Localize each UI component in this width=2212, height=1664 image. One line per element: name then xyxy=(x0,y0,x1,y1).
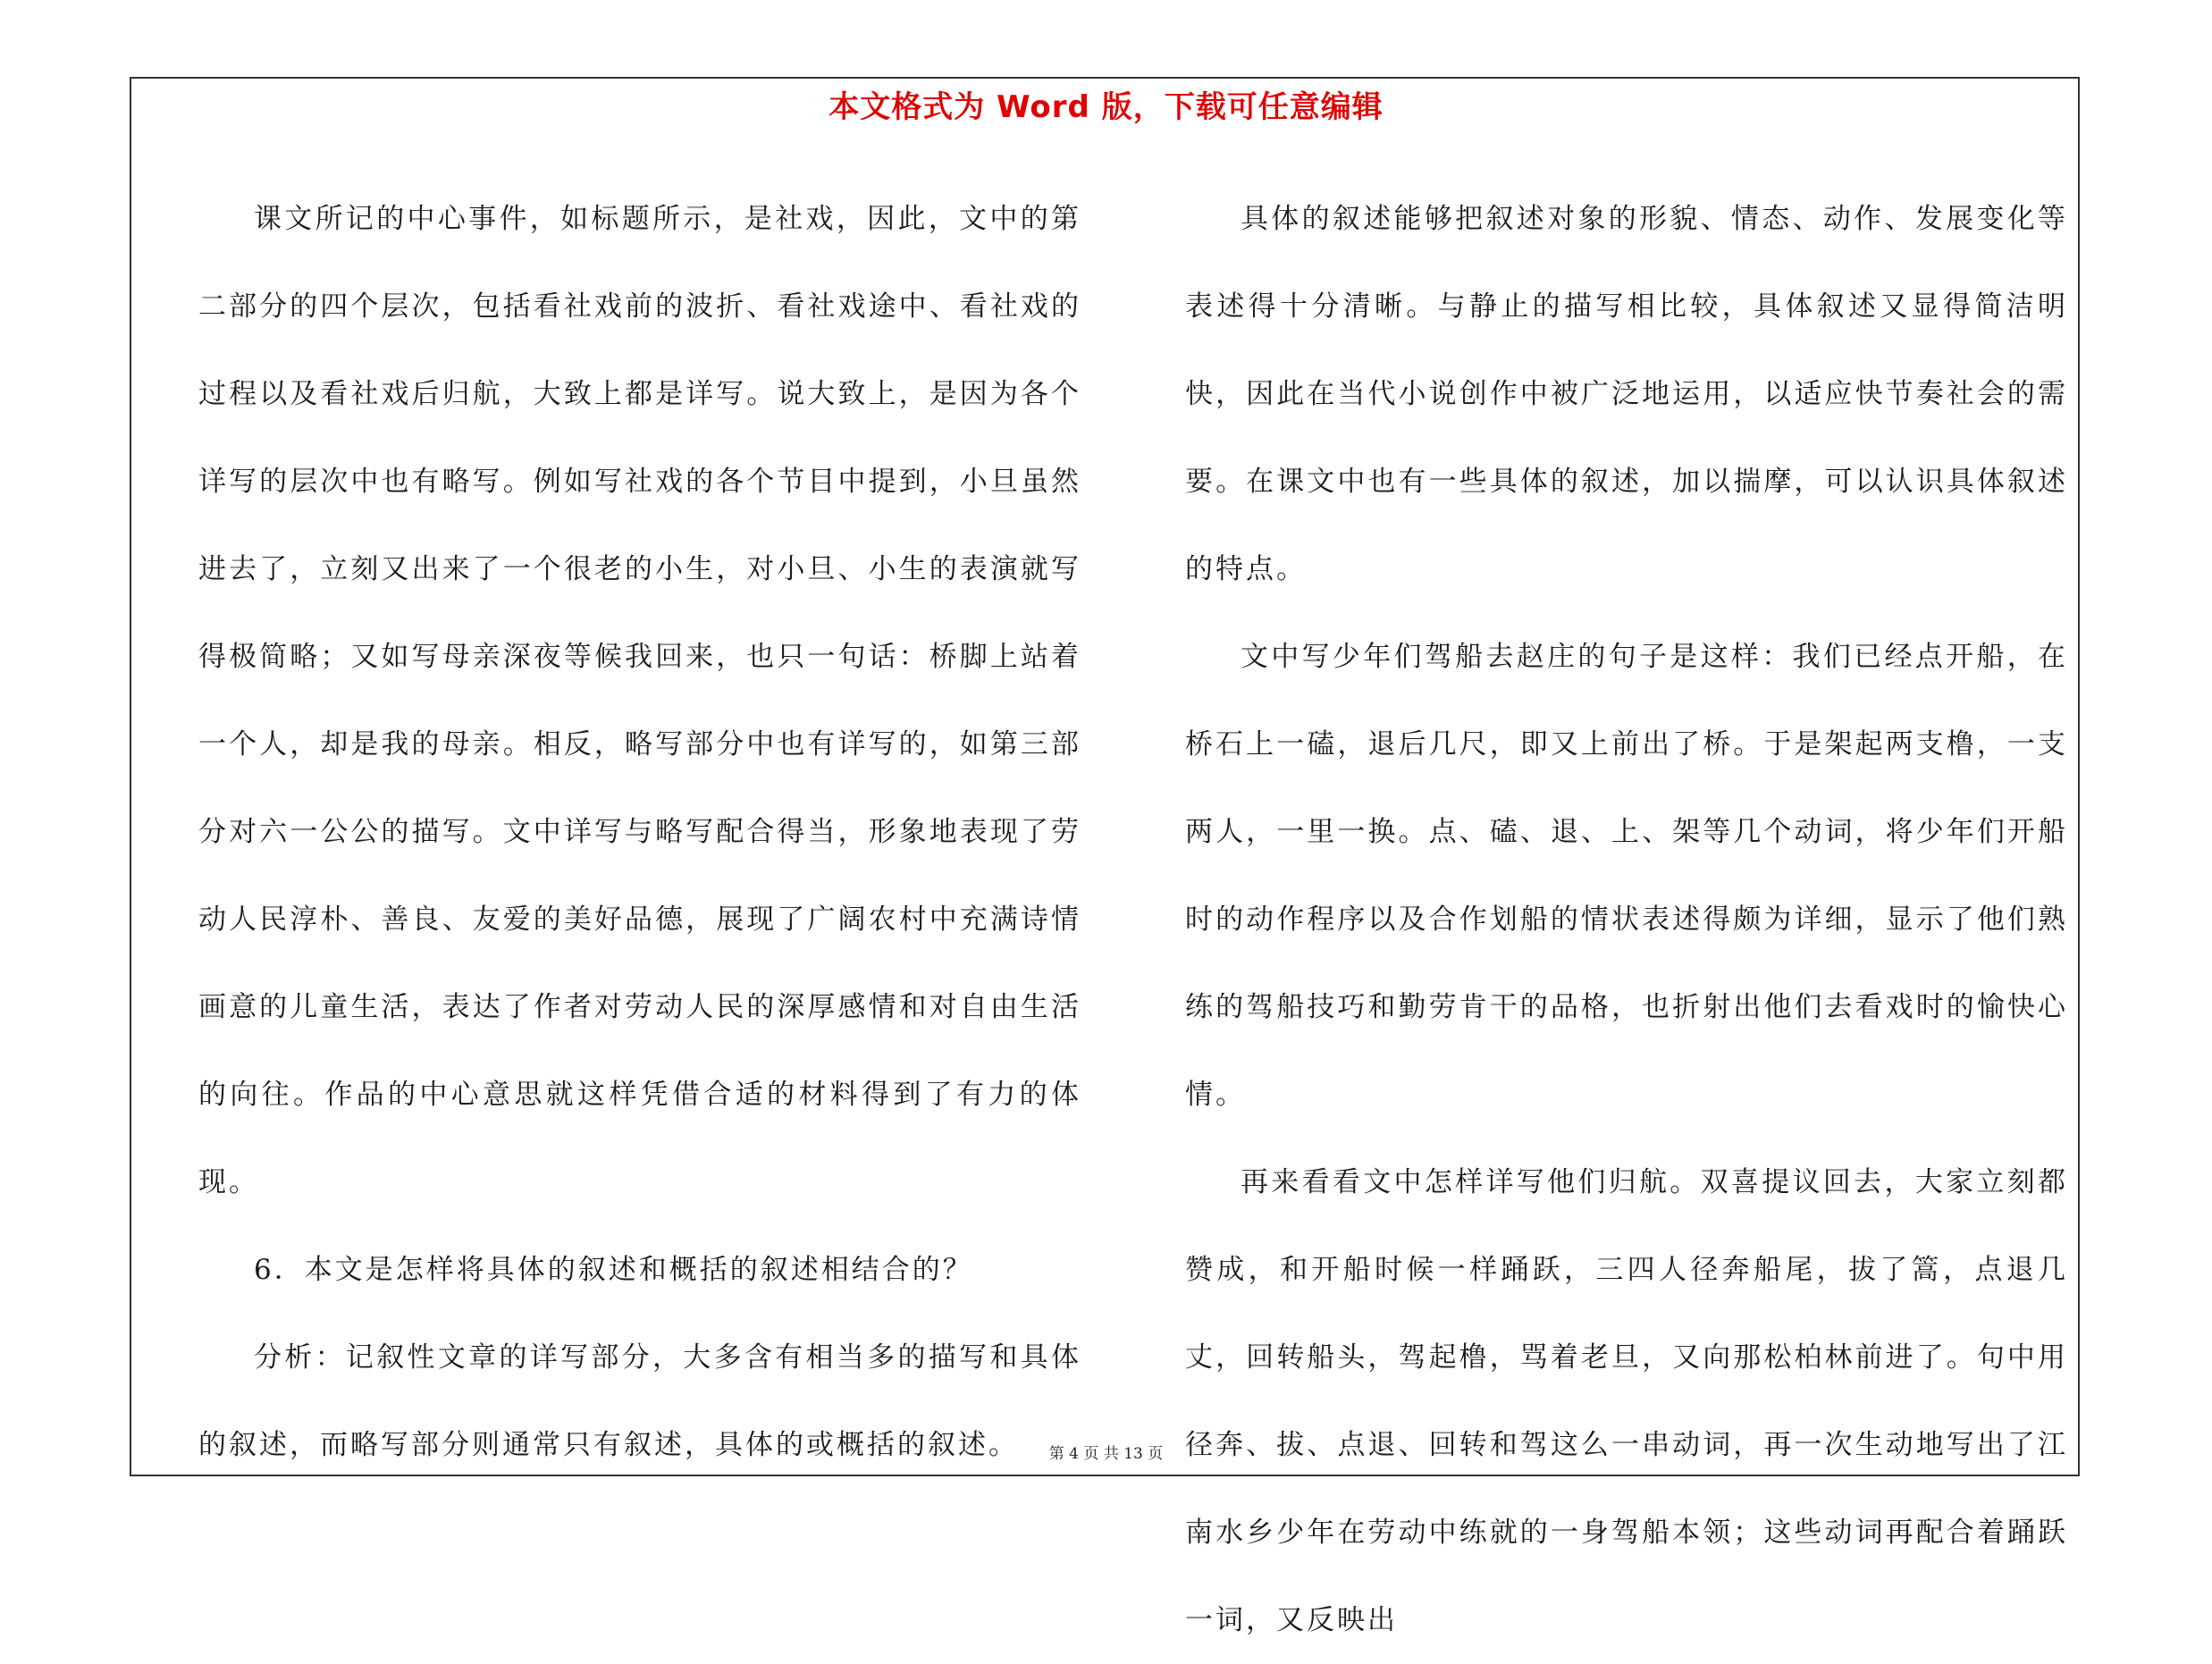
paragraph: 分析：记叙性文章的详写部分，大多含有相当多的描写和具体的叙述，而略写部分则通常只有叙述，具体的或概括的叙述。 xyxy=(198,1341,1081,1461)
paragraph: 再来看看文中怎样详写他们归航。双喜提议回去，大家立刻都赞成，和开船时候一样踊跃，三四人径奔船尾，拔了篙，点退几丈，回转船头，驾起橹，骂着老旦，又向那松柏林前进了。句中用径奔、拔、点退、回转和驾这么一串动词，再一次生动地写出了江南水乡少年在劳动中练就的一身驾船本领；这些动词再配合着踊跃一词，又反映出 xyxy=(1185,1166,2068,1636)
left-column xyxy=(198,175,1081,1489)
paragraph: 具体的叙述能够把叙述对象的形貌、情态、动作、发展变化等表述得十分清晰。与静止的描写相比较，具体叙述又显得简洁明快，因此在当代小说创作中被广泛地运用，以适应快节奏社会的需要。在课文中也有一些具体的叙述，加以揣摩，可以认识具体叙述的特点。 xyxy=(1185,203,2068,585)
question-heading: 6．本文是怎样将具体的叙述和概括的叙述相结合的？ xyxy=(254,1254,973,1286)
paragraph: 文中写少年们驾船去赵庄的句子是这样：我们已经点开船，在桥石上一磕，退后几尺，即又上前出了桥。于是架起两支橹，一支两人，一里一换。点、磕、退、上、架等几个动词，将少年们开船时的动作程序以及合作划船的情状表述得颇为详细，显示了他们熟练的驾船技巧和勤劳肯干的品格，也折射出他们去看戏时的愉快心情。 xyxy=(1185,641,2068,1111)
page-number: 第 4 页 共 13 页 xyxy=(1048,1445,1164,1463)
format-banner: 本文格式为 Word 版，下载可任意编辑 xyxy=(828,89,1384,125)
paragraph: 课文所记的中心事件，如标题所示，是社戏，因此，文中的第二部分的四个层次，包括看社戏前的波折、看社戏途中、看社戏的过程以及看社戏后归航，大致上都是详写。说大致上，是因为各个详写的层次中也有略写。例如写社戏的各个节目中提到，小旦虽然进去了，立刻又出来了一个很老的小生，对小旦、小生的表演就写得极简略；又如写母亲深夜等候我回来，也只一句话：桥脚上站着一个人，却是我的母亲。相反，略写部分中也有详写的，如第三部分对六一公公的描写。文中详写与略写配合得当，形象地表现了劳动人民淳朴、善良、友爱的美好品德，展现了广阔农村中充满诗情画意的儿童生活，表达了作者对劳动人民的深厚感情和对自由生活的向往。作品的中心意思就这样凭借合适的材料得到了有力的体现。 xyxy=(198,203,1081,1198)
